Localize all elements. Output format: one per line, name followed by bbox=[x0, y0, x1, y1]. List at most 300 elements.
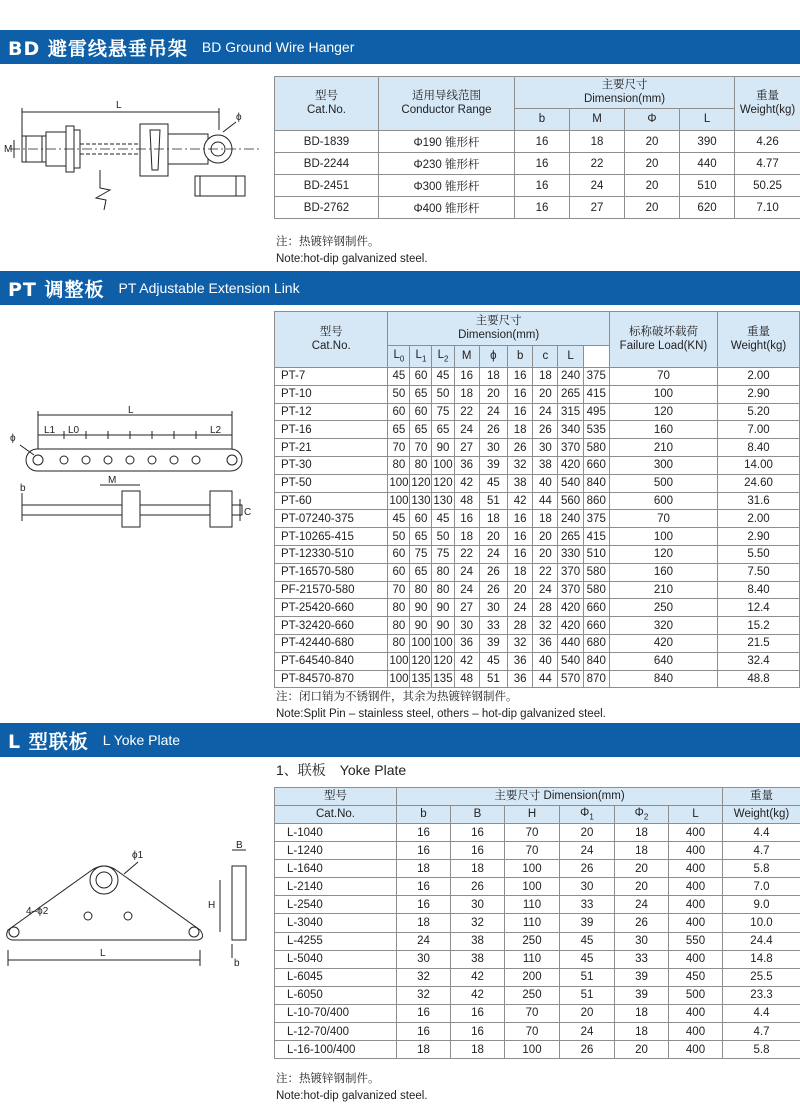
table-cell: 20 bbox=[560, 824, 615, 842]
table-cell: 16 bbox=[515, 153, 570, 175]
table-row bbox=[275, 1004, 800, 1022]
table-cell: L-2140 bbox=[275, 878, 397, 896]
table-cell: 60 bbox=[388, 403, 410, 421]
table-cell: 400 bbox=[669, 896, 723, 914]
table-cell: 70 bbox=[388, 439, 410, 457]
table-row bbox=[275, 860, 800, 878]
table-cell: 24 bbox=[570, 175, 625, 197]
table-cell: 24 bbox=[397, 932, 451, 950]
header-sub bbox=[558, 346, 583, 368]
table-cell: 45 bbox=[432, 368, 454, 386]
table-cell: 7.10 bbox=[735, 197, 800, 219]
table-cell: 45 bbox=[560, 932, 615, 950]
table-cell: 42 bbox=[508, 492, 533, 510]
table-cell: 5.8 bbox=[723, 860, 800, 878]
table-cell: 20 bbox=[625, 175, 680, 197]
header-load: 标称破坏载荷 Failure Load(KN) bbox=[609, 312, 717, 368]
table-cell: 500 bbox=[669, 986, 723, 1004]
table-cell: 4.4 bbox=[723, 824, 800, 842]
table-row bbox=[275, 617, 800, 635]
table-cell: 535 bbox=[583, 421, 609, 439]
table-cell: 400 bbox=[669, 1041, 723, 1059]
table-cell: 18 bbox=[397, 1041, 451, 1059]
section-title-cn: L 型联板 bbox=[8, 730, 89, 753]
table-row bbox=[275, 421, 800, 439]
table-cell: 18 bbox=[454, 528, 479, 546]
table-cell: 33 bbox=[479, 617, 507, 635]
table-cell: 51 bbox=[560, 968, 615, 986]
table-cell: 510 bbox=[680, 175, 735, 197]
header-sub bbox=[505, 806, 560, 824]
table-cell: 14.00 bbox=[718, 456, 800, 474]
table-cell: PT-07240-375 bbox=[275, 510, 388, 528]
table-cell: 80 bbox=[410, 581, 432, 599]
section-header-l bbox=[0, 723, 800, 757]
table-cell: 100 bbox=[388, 474, 410, 492]
table-cell: 8.40 bbox=[718, 581, 800, 599]
table-cell: 420 bbox=[558, 617, 583, 635]
table-cell: 28 bbox=[533, 599, 558, 617]
table-cell: 600 bbox=[609, 492, 717, 510]
table-cell: L-1040 bbox=[275, 824, 397, 842]
table-cell: 18 bbox=[615, 1004, 669, 1022]
table-cell: 250 bbox=[505, 986, 560, 1004]
table-cell: 18 bbox=[451, 860, 505, 878]
table-cell: 7.00 bbox=[718, 421, 800, 439]
table-cell: 5.8 bbox=[723, 1041, 800, 1059]
table-cell: 65 bbox=[410, 385, 432, 403]
table-cell: L-6050 bbox=[275, 986, 397, 1004]
table-cell: 16 bbox=[454, 368, 479, 386]
table-row bbox=[275, 456, 800, 474]
table-cell: PT-12 bbox=[275, 403, 388, 421]
table-cell: 580 bbox=[583, 581, 609, 599]
table-cell: 100 bbox=[432, 456, 454, 474]
table-cell: 50 bbox=[432, 385, 454, 403]
table-row bbox=[275, 581, 800, 599]
table-cell: 28 bbox=[508, 617, 533, 635]
table-cell: 75 bbox=[410, 545, 432, 563]
table-cell: 25.5 bbox=[723, 968, 800, 986]
table-cell: 24 bbox=[560, 1023, 615, 1041]
table-cell: 840 bbox=[583, 652, 609, 670]
table-cell: 5.50 bbox=[718, 545, 800, 563]
header-cat: 型号 Cat.No. bbox=[275, 77, 379, 131]
header-sub-symbol: L bbox=[692, 807, 699, 820]
table-cell: 370 bbox=[558, 581, 583, 599]
pt-dim-L0-label: L0 bbox=[68, 425, 80, 436]
table-cell: 26 bbox=[479, 563, 507, 581]
pt-dim-M-label: M bbox=[108, 475, 117, 486]
table-cell: 32 bbox=[508, 456, 533, 474]
l-dim-phi1-label: ϕ1 bbox=[132, 850, 144, 861]
table-cell: 20 bbox=[508, 581, 533, 599]
bd-dim-L-label: L bbox=[116, 100, 122, 111]
table-cell: 70 bbox=[505, 824, 560, 842]
table-cell: 20 bbox=[533, 385, 558, 403]
l-note bbox=[276, 1071, 428, 1105]
table-cell: 15.2 bbox=[718, 617, 800, 635]
l-drawing bbox=[0, 840, 270, 970]
table-row bbox=[275, 878, 800, 896]
table-cell: 80 bbox=[432, 563, 454, 581]
header-sub-index: 2 bbox=[643, 812, 649, 822]
table-cell: 65 bbox=[410, 563, 432, 581]
table-cell: 2.90 bbox=[718, 528, 800, 546]
table-row bbox=[275, 599, 800, 617]
table-cell: 20 bbox=[533, 545, 558, 563]
table-cell: PT-64540-840 bbox=[275, 652, 388, 670]
table-row bbox=[275, 545, 800, 563]
header-sub bbox=[410, 346, 432, 368]
table-cell: 50 bbox=[388, 385, 410, 403]
table-cell: PT-30 bbox=[275, 456, 388, 474]
section-header-bd bbox=[0, 30, 800, 64]
table-row bbox=[275, 197, 800, 219]
table-cell: 30 bbox=[479, 599, 507, 617]
header-sub bbox=[388, 346, 410, 368]
table-cell: PT-10 bbox=[275, 385, 388, 403]
table-cell: 510 bbox=[583, 545, 609, 563]
table-cell: PT-16570-580 bbox=[275, 563, 388, 581]
table-cell: 540 bbox=[558, 474, 583, 492]
table-row bbox=[275, 670, 800, 688]
table-cell: 70 bbox=[388, 581, 410, 599]
table-cell: PT-50 bbox=[275, 474, 388, 492]
table-cell: 26 bbox=[451, 878, 505, 896]
note-cn: 注：热镀锌钢制件。 bbox=[276, 236, 380, 248]
table-cell: 36 bbox=[454, 456, 479, 474]
table-cell: 26 bbox=[560, 860, 615, 878]
table-cell: 16 bbox=[508, 528, 533, 546]
table-cell: 16 bbox=[454, 510, 479, 528]
table-cell: 65 bbox=[410, 421, 432, 439]
l-dim-B-label: B bbox=[236, 840, 243, 851]
table-cell: 39 bbox=[615, 986, 669, 1004]
table-cell: 130 bbox=[410, 492, 432, 510]
table-cell: 100 bbox=[505, 1041, 560, 1059]
table-cell: 16 bbox=[397, 824, 451, 842]
table-cell: 23.3 bbox=[723, 986, 800, 1004]
table-cell: PT-60 bbox=[275, 492, 388, 510]
header-sub-symbol: M bbox=[461, 349, 472, 362]
pt-dim-b-label: b bbox=[20, 483, 26, 494]
table-cell: 18 bbox=[570, 131, 625, 153]
table-cell: 400 bbox=[669, 914, 723, 932]
table-cell: 39 bbox=[479, 456, 507, 474]
table-cell: 540 bbox=[558, 652, 583, 670]
table-cell: 24 bbox=[533, 403, 558, 421]
table-cell: 200 bbox=[505, 968, 560, 986]
table-cell: 100 bbox=[388, 492, 410, 510]
table-cell: 375 bbox=[583, 510, 609, 528]
table-cell: 20 bbox=[479, 385, 507, 403]
table-cell: 70 bbox=[505, 1004, 560, 1022]
table-cell: 60 bbox=[410, 403, 432, 421]
table-cell: 210 bbox=[609, 581, 717, 599]
table-cell: 400 bbox=[669, 1023, 723, 1041]
section-title-en: BD Ground Wire Hanger bbox=[201, 39, 355, 55]
table-cell: 36 bbox=[454, 634, 479, 652]
table-cell: 18 bbox=[479, 368, 507, 386]
table-cell: 33 bbox=[615, 950, 669, 968]
bd-note bbox=[276, 234, 428, 268]
table-cell: L-10-70/400 bbox=[275, 1004, 397, 1022]
table-cell: L-4255 bbox=[275, 932, 397, 950]
table-cell: 16 bbox=[508, 368, 533, 386]
table-cell: 110 bbox=[505, 950, 560, 968]
table-cell: 415 bbox=[583, 528, 609, 546]
table-cell: 18 bbox=[397, 860, 451, 878]
header-sub bbox=[508, 346, 533, 368]
table-cell: 80 bbox=[388, 634, 410, 652]
table-cell: BD-2762 bbox=[275, 197, 379, 219]
header-weight-en: Weight(kg) bbox=[723, 806, 800, 824]
pt-dim-phi-label: ϕ bbox=[10, 433, 16, 444]
table-row bbox=[275, 385, 800, 403]
table-cell: 18 bbox=[508, 563, 533, 581]
table-cell: 27 bbox=[570, 197, 625, 219]
table-cell: 26 bbox=[479, 581, 507, 599]
table-cell: 45 bbox=[560, 950, 615, 968]
table-cell: 44 bbox=[533, 670, 558, 688]
table-cell: 30 bbox=[454, 617, 479, 635]
table-cell: 24 bbox=[508, 599, 533, 617]
table-cell: 18 bbox=[397, 914, 451, 932]
note-en: Note:hot-dip galvanized steel. bbox=[276, 1090, 428, 1102]
table-cell: 400 bbox=[669, 878, 723, 896]
table-cell: 32 bbox=[508, 634, 533, 652]
table-cell: 340 bbox=[558, 421, 583, 439]
table-cell: 400 bbox=[669, 824, 723, 842]
table-cell: 2.90 bbox=[718, 385, 800, 403]
table-row bbox=[275, 968, 800, 986]
table-cell: 36 bbox=[508, 652, 533, 670]
header-sub-symbol: ϕ bbox=[490, 349, 497, 362]
section-header-pt bbox=[0, 271, 800, 305]
table-cell: 450 bbox=[669, 968, 723, 986]
table-cell: 30 bbox=[479, 439, 507, 457]
table-cell: 48.8 bbox=[718, 670, 800, 688]
table-cell: 130 bbox=[432, 492, 454, 510]
note-en: Note:hot-dip galvanized steel. bbox=[276, 253, 428, 265]
l-dim-H-label: H bbox=[208, 900, 216, 911]
table-cell: 4.7 bbox=[723, 842, 800, 860]
table-cell: Φ190 锥形杆 bbox=[379, 131, 515, 153]
table-cell: 22 bbox=[533, 563, 558, 581]
table-cell: 415 bbox=[583, 385, 609, 403]
table-cell: 20 bbox=[479, 528, 507, 546]
table-cell: 33 bbox=[560, 896, 615, 914]
table-cell: 39 bbox=[479, 634, 507, 652]
table-cell: 495 bbox=[583, 403, 609, 421]
table-cell: 20 bbox=[615, 860, 669, 878]
table-row bbox=[275, 950, 800, 968]
l-dim-phi2-label: 4–ϕ2 bbox=[26, 906, 49, 917]
table-cell: 48 bbox=[454, 492, 479, 510]
header-sub-index: 1 bbox=[589, 812, 594, 822]
table-cell: 18 bbox=[451, 1041, 505, 1059]
table-cell: 39 bbox=[615, 968, 669, 986]
pt-dim-L1-label: L1 bbox=[44, 425, 56, 436]
header-sub: M bbox=[570, 109, 625, 131]
table-cell: 2.00 bbox=[718, 510, 800, 528]
table-cell: L-1640 bbox=[275, 860, 397, 878]
table-row bbox=[275, 824, 800, 842]
table-cell: 160 bbox=[609, 421, 717, 439]
header-sub: Φ bbox=[625, 109, 680, 131]
table-cell: 32 bbox=[451, 914, 505, 932]
header-sub-index: 2 bbox=[443, 354, 449, 364]
table-row bbox=[275, 175, 800, 197]
table-row bbox=[275, 528, 800, 546]
table-cell: Φ300 锥形杆 bbox=[379, 175, 515, 197]
table-cell: 135 bbox=[410, 670, 432, 688]
table-row bbox=[275, 652, 800, 670]
header-sub-symbol: B bbox=[473, 807, 482, 820]
header-sub-index: 0 bbox=[399, 354, 405, 364]
header-weight: 重量 Weight(kg) bbox=[735, 77, 800, 131]
table-cell: 550 bbox=[669, 932, 723, 950]
table-cell: 18 bbox=[615, 842, 669, 860]
table-cell: 16 bbox=[451, 824, 505, 842]
table-cell: 18 bbox=[615, 1023, 669, 1041]
table-row bbox=[275, 634, 800, 652]
table-cell: 80 bbox=[410, 456, 432, 474]
table-cell: 30 bbox=[451, 896, 505, 914]
table-cell: 32 bbox=[397, 968, 451, 986]
table-cell: 400 bbox=[669, 950, 723, 968]
table-cell: 330 bbox=[558, 545, 583, 563]
table-cell: 50.25 bbox=[735, 175, 800, 197]
table-cell: 20 bbox=[615, 878, 669, 896]
table-cell: 12.4 bbox=[718, 599, 800, 617]
table-row bbox=[275, 368, 800, 386]
table-cell: 20 bbox=[560, 1004, 615, 1022]
table-cell: BD-1839 bbox=[275, 131, 379, 153]
table-cell: 30 bbox=[615, 932, 669, 950]
header-dimension: 主要尺寸 Dimension(mm) bbox=[397, 788, 723, 806]
table-row bbox=[275, 510, 800, 528]
table-cell: 24 bbox=[533, 581, 558, 599]
table-cell: 45 bbox=[388, 368, 410, 386]
table-cell: 22 bbox=[570, 153, 625, 175]
table-row bbox=[275, 986, 800, 1004]
bd-drawing bbox=[0, 90, 270, 210]
pt-dim-C-label: C bbox=[244, 507, 252, 518]
table-cell: L-5040 bbox=[275, 950, 397, 968]
table-cell: 51 bbox=[560, 986, 615, 1004]
l-spec-table bbox=[274, 787, 800, 1059]
table-cell: PT-84570-870 bbox=[275, 670, 388, 688]
table-row bbox=[275, 474, 800, 492]
table-cell: 660 bbox=[583, 599, 609, 617]
table-cell: 420 bbox=[609, 634, 717, 652]
header-sub: b bbox=[515, 109, 570, 131]
table-cell: 50 bbox=[432, 528, 454, 546]
table-cell: 680 bbox=[583, 634, 609, 652]
table-cell: 100 bbox=[505, 860, 560, 878]
table-cell: L-6045 bbox=[275, 968, 397, 986]
subhead-en: Yoke Plate bbox=[339, 762, 407, 778]
table-cell: 20 bbox=[625, 197, 680, 219]
header-sub-symbol: L bbox=[437, 349, 444, 362]
table-cell: 320 bbox=[609, 617, 717, 635]
table-cell: 16 bbox=[451, 1004, 505, 1022]
header-sub bbox=[479, 346, 507, 368]
table-cell: 32 bbox=[397, 986, 451, 1004]
table-cell: 100 bbox=[505, 878, 560, 896]
table-cell: 16 bbox=[508, 510, 533, 528]
table-cell: 70 bbox=[505, 1023, 560, 1041]
table-cell: 75 bbox=[432, 403, 454, 421]
table-cell: 20 bbox=[625, 153, 680, 175]
table-cell: 18 bbox=[533, 510, 558, 528]
table-cell: 620 bbox=[680, 197, 735, 219]
table-cell: 22 bbox=[454, 545, 479, 563]
table-cell: 90 bbox=[432, 617, 454, 635]
pt-note bbox=[276, 689, 606, 723]
table-cell: 640 bbox=[609, 652, 717, 670]
table-cell: 26 bbox=[615, 914, 669, 932]
table-cell: 840 bbox=[609, 670, 717, 688]
l-subhead bbox=[276, 760, 420, 780]
table-cell: 45 bbox=[388, 510, 410, 528]
header-dimension: 主要尺寸 Dimension(mm) bbox=[515, 77, 735, 109]
table-cell: 400 bbox=[669, 842, 723, 860]
table-cell: 240 bbox=[558, 510, 583, 528]
section-title-cn: BD 避雷线悬垂吊架 bbox=[8, 37, 188, 60]
table-cell: 51 bbox=[479, 670, 507, 688]
pt-spec-table bbox=[274, 311, 800, 688]
table-cell: 120 bbox=[432, 474, 454, 492]
table-cell: 27 bbox=[454, 599, 479, 617]
table-cell: 110 bbox=[505, 914, 560, 932]
table-row bbox=[275, 492, 800, 510]
header-sub-symbol: c bbox=[542, 349, 549, 362]
table-cell: 16 bbox=[397, 1004, 451, 1022]
table-cell: 18 bbox=[533, 368, 558, 386]
table-cell: 370 bbox=[558, 563, 583, 581]
table-cell: 840 bbox=[583, 474, 609, 492]
table-cell: BD-2244 bbox=[275, 153, 379, 175]
table-cell: 16 bbox=[451, 1023, 505, 1041]
table-row bbox=[275, 1041, 800, 1059]
table-cell: 100 bbox=[388, 652, 410, 670]
table-cell: 16 bbox=[508, 545, 533, 563]
table-cell: 38 bbox=[451, 950, 505, 968]
table-cell: 375 bbox=[583, 368, 609, 386]
header-sub bbox=[432, 346, 454, 368]
table-cell: 30 bbox=[560, 878, 615, 896]
note-en: Note:Split Pin – stainless steel, others – hot-dip galvanized steel. bbox=[276, 708, 606, 720]
table-cell: 31.6 bbox=[718, 492, 800, 510]
table-cell: 440 bbox=[558, 634, 583, 652]
table-cell: 100 bbox=[410, 634, 432, 652]
table-cell: 16 bbox=[397, 896, 451, 914]
table-cell: 38 bbox=[508, 474, 533, 492]
table-cell: PT-12330-510 bbox=[275, 545, 388, 563]
header-sub-symbol: b bbox=[516, 349, 524, 362]
l-dim-L-label: L bbox=[100, 948, 106, 959]
table-cell: 65 bbox=[432, 421, 454, 439]
table-cell: 16 bbox=[515, 197, 570, 219]
pt-dim-L-label: L bbox=[128, 405, 134, 416]
table-cell: 440 bbox=[680, 153, 735, 175]
table-cell: 100 bbox=[609, 528, 717, 546]
table-cell: 4.4 bbox=[723, 1004, 800, 1022]
table-cell: 45 bbox=[479, 474, 507, 492]
